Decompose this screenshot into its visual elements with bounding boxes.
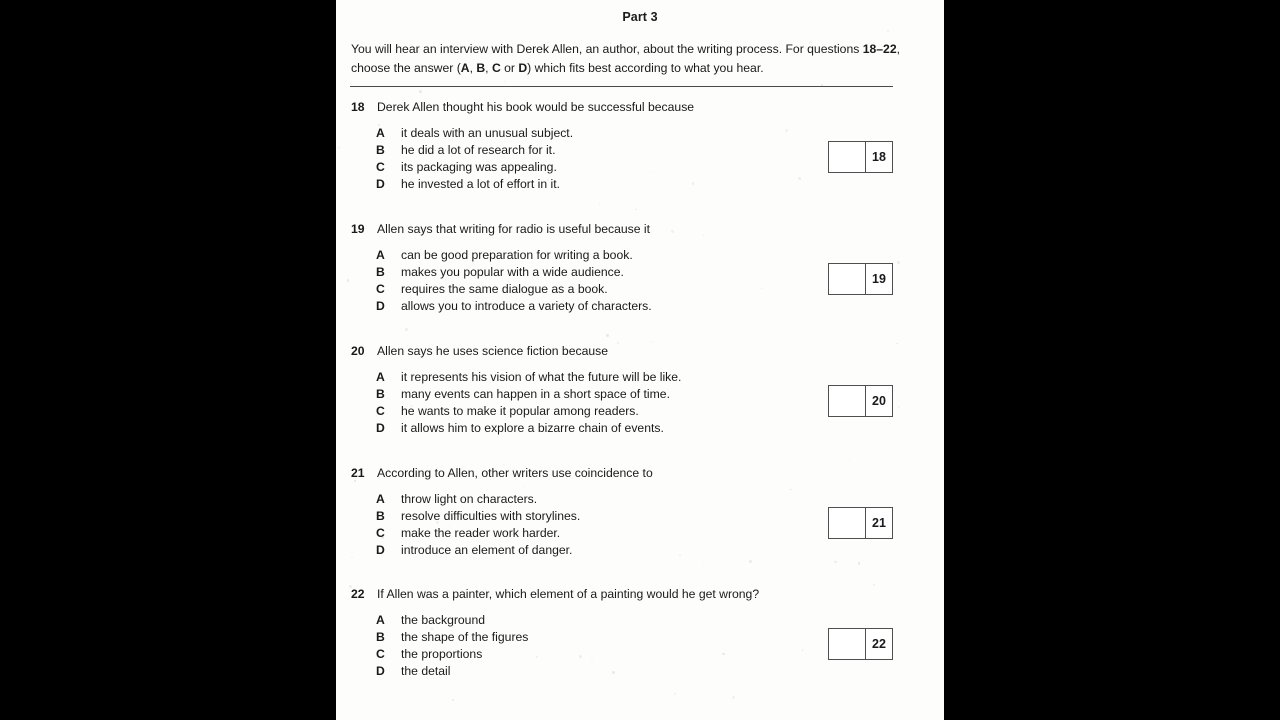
page-title: Part 3	[622, 10, 658, 24]
answer-entry-cell[interactable]	[829, 142, 866, 172]
question-stem	[336, 344, 944, 363]
inline-option-c: C	[491, 61, 501, 75]
answer-box-number: 20	[872, 394, 886, 408]
question-text: Allen says he uses science fiction because	[377, 344, 609, 358]
question-text: According to Allen, other writers use coincidence to	[377, 466, 653, 480]
option-text: he did a lot of research for it.	[401, 143, 556, 157]
option-letter: B	[376, 265, 385, 279]
answer-box[interactable]	[828, 263, 893, 295]
option-letter: C	[376, 526, 385, 540]
option-text: make the reader work harder.	[401, 526, 561, 540]
option-letter: A	[376, 248, 385, 262]
option-letter: B	[376, 509, 385, 523]
option-text: it represents his vision of what the future will be like.	[401, 370, 682, 384]
option-row[interactable]	[336, 299, 944, 316]
inline-sep-3: or	[500, 61, 519, 75]
option-text: the background	[401, 613, 486, 627]
inline-option-d: D	[518, 61, 528, 75]
option-letter: A	[376, 492, 385, 506]
option-letter: B	[376, 143, 385, 157]
exam-page	[336, 0, 944, 720]
option-letter: D	[376, 299, 385, 313]
inline-sep-2: ,	[485, 61, 492, 75]
question-block	[336, 100, 944, 191]
question-range: 18–22	[862, 42, 897, 56]
option-text: resolve difficulties with storylines.	[401, 509, 581, 523]
question-stem	[336, 222, 944, 241]
option-letter: C	[376, 647, 385, 661]
question-stem	[336, 466, 944, 485]
option-letter: A	[376, 613, 385, 627]
option-row[interactable]	[336, 177, 944, 194]
inline-option-b: B	[476, 61, 486, 75]
answer-entry-cell[interactable]	[829, 629, 866, 659]
option-letter: D	[376, 543, 385, 557]
option-row[interactable]	[336, 664, 944, 681]
option-text: makes you popular with a wide audience.	[401, 265, 624, 279]
answer-entry-cell[interactable]	[829, 264, 866, 294]
question-block	[336, 466, 944, 557]
option-text: introduce an element of danger.	[401, 543, 573, 557]
option-letter: C	[376, 282, 385, 296]
question-block	[336, 587, 944, 678]
answer-entry-cell[interactable]	[829, 386, 866, 416]
question-number: 20	[351, 344, 365, 358]
option-letter: A	[376, 126, 385, 140]
question-text: If Allen was a painter, which element of a painting would he get wrong?	[377, 587, 760, 601]
question-number: 18	[351, 100, 365, 114]
option-row[interactable]	[336, 421, 944, 438]
option-text: can be good preparation for writing a book.	[401, 248, 633, 262]
option-text: the detail	[401, 664, 451, 678]
horizontal-divider	[350, 86, 893, 87]
option-letter: C	[376, 160, 385, 174]
answer-box-number: 19	[872, 272, 886, 286]
option-letter: B	[376, 387, 385, 401]
option-text: its packaging was appealing.	[401, 160, 557, 174]
option-text: throw light on characters.	[401, 492, 538, 506]
question-stem	[336, 100, 944, 119]
answer-box[interactable]	[828, 385, 893, 417]
answer-box-number: 18	[872, 150, 886, 164]
option-letter: B	[376, 630, 385, 644]
answer-box[interactable]	[828, 628, 893, 660]
option-text: requires the same dialogue as a book.	[401, 282, 608, 296]
option-letter: D	[376, 177, 385, 191]
option-letter: C	[376, 404, 385, 418]
instructions-line-1: You will hear an interview with Derek Allen, an author, about the writing process. For questions	[351, 42, 860, 56]
answer-box[interactable]	[828, 507, 893, 539]
question-number: 19	[351, 222, 365, 236]
answer-box[interactable]	[828, 141, 893, 173]
question-text: Allen says that writing for radio is useful because it	[377, 222, 650, 236]
option-letter: D	[376, 421, 385, 435]
question-block	[336, 222, 944, 313]
instructions-paragraph	[351, 40, 911, 78]
option-letter: A	[376, 370, 385, 384]
question-stem	[336, 587, 944, 606]
inline-option-a: A	[460, 61, 470, 75]
question-number: 21	[351, 466, 365, 480]
inline-sep-1: ,	[469, 61, 477, 75]
option-text: he invested a lot of effort in it.	[401, 177, 560, 191]
option-text: the shape of the figures	[401, 630, 529, 644]
option-text: allows you to introduce a variety of characters.	[401, 299, 652, 313]
option-text: he wants to make it popular among readers.	[401, 404, 639, 418]
question-block	[336, 344, 944, 435]
question-text: Derek Allen thought his book would be successful because	[377, 100, 695, 114]
option-letter: D	[376, 664, 385, 678]
answer-box-number: 22	[872, 637, 886, 651]
option-row[interactable]	[336, 543, 944, 560]
option-text: it deals with an unusual subject.	[401, 126, 574, 140]
option-text: the proportions	[401, 647, 483, 661]
instructions-line-2-after: ) which fits best according to what you hear.	[527, 61, 764, 75]
option-text: many events can happen in a short space of time.	[401, 387, 670, 401]
answer-box-number: 21	[872, 516, 886, 530]
instructions-line-2-before: , choose the answer (	[351, 42, 900, 75]
option-text: it allows him to explore a bizarre chain of events.	[401, 421, 664, 435]
answer-entry-cell[interactable]	[829, 508, 866, 538]
question-number: 22	[351, 587, 365, 601]
